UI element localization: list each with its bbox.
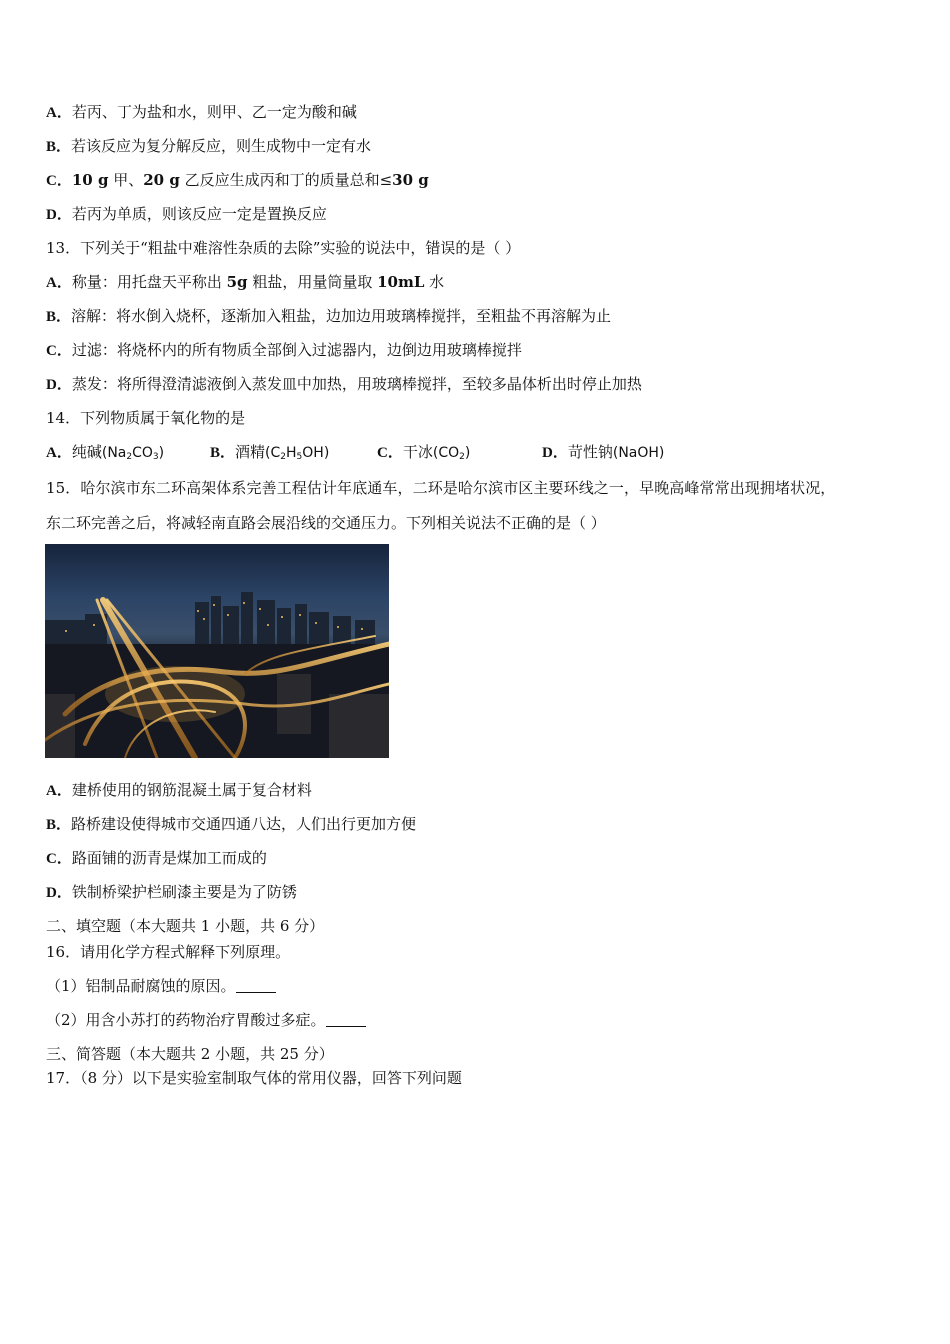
answer-blank[interactable] bbox=[326, 1012, 366, 1027]
q14-option-c: C．干冰$(CO_2)$ bbox=[377, 443, 471, 462]
answer-blank[interactable] bbox=[236, 978, 276, 993]
q16-sub1: （1）铝制品耐腐蚀的原因。 bbox=[46, 976, 276, 996]
q12-option-d: D．若丙为单质，则该反应一定是置换反应 bbox=[46, 205, 327, 223]
q15-option-d: D．铁制桥梁护栏刷漆主要是为了防锈 bbox=[46, 883, 297, 901]
city-interchange-night-photo bbox=[45, 544, 389, 758]
q13-option-a: A．称量：用托盘天平称出 5g 粗盐，用量筒量取 10mL 水 bbox=[46, 273, 445, 291]
section-3-heading: 三、简答题（本大题共 2 小题，共 25 分） bbox=[46, 1045, 334, 1063]
q14-option-b: B．酒精$(C_2H_5OH)$ bbox=[210, 443, 330, 462]
q14-options bbox=[46, 442, 746, 462]
q16-stem: 16．请用化学方程式解释下列原理。 bbox=[46, 943, 291, 961]
q12-option-a: A．若丙、丁为盐和水，则甲、乙一定为酸和碱 bbox=[46, 103, 357, 121]
q14-option-a: A．纯碱$(Na_2CO_3)$ bbox=[46, 443, 165, 462]
q13-option-b: B．溶解：将水倒入烧杯，逐渐加入粗盐，边加边用玻璃棒搅拌，至粗盐不再溶解为止 bbox=[46, 307, 612, 325]
q15-option-c: C．路面铺的沥青是煤加工而成的 bbox=[46, 849, 267, 867]
q13-stem: 13．下列关于“粗盐中难溶性杂质的去除”实验的说法中，错误的是（ ） bbox=[46, 239, 521, 257]
q14-option-d: D．苛性钠(NaOH) bbox=[542, 443, 665, 461]
q17-stem: 17．（8 分）以下是实验室制取气体的常用仪器，回答下列问题 bbox=[46, 1069, 462, 1087]
q15-option-b: B．路桥建设使得城市交通四通八达，人们出行更加方便 bbox=[46, 815, 417, 833]
q15-option-a: A．建桥使用的钢筋混凝土属于复合材料 bbox=[46, 781, 312, 799]
q15-stem-line2: 东二环完善之后，将减轻南直路会展沿线的交通压力。下列相关说法不正确的是（ ） bbox=[46, 514, 606, 532]
q12-option-b: B．若该反应为复分解反应，则生成物中一定有水 bbox=[46, 137, 372, 155]
q13-option-d: D．蒸发：将所得澄清滤液倒入蒸发皿中加热，用玻璃棒搅拌，至较多晶体析出时停止加热 bbox=[46, 375, 642, 393]
q13-option-c: C．过滤：将烧杯内的所有物质全部倒入过滤器内，边倒边用玻璃棒搅拌 bbox=[46, 341, 522, 359]
q14-stem: 14．下列物质属于氧化物的是 bbox=[46, 409, 246, 427]
q12-option-c: C．10 g 甲、20 g 乙反应生成丙和丁的质量总和≤30 g bbox=[46, 171, 429, 189]
q15-stem-line1: 15．哈尔滨市东二环高架体系完善工程估计年底通车，二环是哈尔滨市区主要环线之一，早晚高峰常常出现拥堵状况， bbox=[46, 479, 836, 497]
q16-sub2: （2）用含小苏打的药物治疗胃酸过多症。 bbox=[46, 1010, 366, 1030]
section-2-heading: 二、填空题（本大题共 1 小题，共 6 分） bbox=[46, 917, 325, 935]
